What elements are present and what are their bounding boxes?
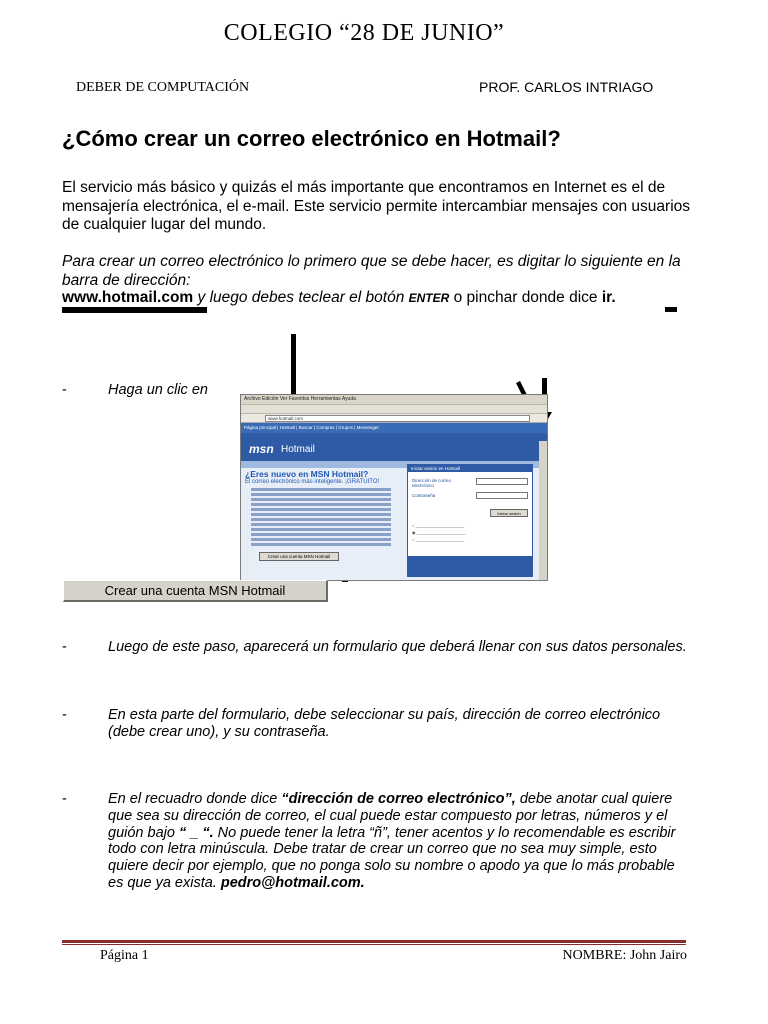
footer-divider: [62, 940, 686, 943]
passport-footer: [408, 556, 532, 576]
school-name: COLEGIO “28 DE JUNIO”: [223, 20, 505, 46]
address-field: www.hotmail.com: [265, 415, 530, 422]
promo-panel: [245, 469, 405, 561]
login-bar: Iniciar sesión en Hotmail: [408, 465, 532, 472]
ir-label: ir.: [601, 289, 616, 306]
browser-toolbar: [241, 404, 547, 414]
promo-subline: El correo electrónico más inteligente. ¡GRATUITO!: [245, 479, 380, 485]
underscore-example: “ _ “.: [178, 824, 214, 841]
login-panel: Iniciar sesión en Hotmail Dirección de correo electrónico Contraseña Iniciar sesión ○ ______________________ ◉ ______________________ ○ ______________________: [407, 464, 533, 577]
page-number: Página 1: [100, 948, 149, 963]
url-mid-text: y luego debes teclear el botón: [193, 289, 409, 306]
url-after-enter: o pinchar donde dice: [449, 289, 602, 306]
promo-headline: ¿Eres nuevo en MSN Hotmail?: [245, 469, 369, 479]
bullet-dash: -: [62, 382, 67, 398]
ir-underline: [665, 307, 677, 312]
password-label: Contraseña: [412, 493, 436, 498]
msn-logo: msn: [249, 442, 274, 456]
email-field-name: “dirección de correo electrónico”,: [281, 791, 516, 807]
instruction-paragraph: Para crear un correo electrónico lo primero que se debe hacer, es digitar lo siguiente en la barra de dirección:: [62, 253, 681, 289]
signin-button: Iniciar sesión: [490, 509, 528, 517]
url-underline: [62, 307, 207, 313]
page-title: ¿Cómo crear un correo electrónico en Hotmail?: [62, 126, 561, 151]
step-form: Luego de este paso, aparecerá un formulario que deberá llenar con sus datos personales.: [108, 639, 687, 655]
url-line: [62, 289, 702, 308]
inner-create-account-button: Crear una cuenta MSN Hotmail: [259, 552, 339, 561]
bullet-dash: -: [62, 791, 67, 807]
email-label: Dirección de correo electrónico: [412, 478, 452, 488]
click-instruction: Haga un clic en: [108, 382, 208, 398]
screenshot-scrollbar: [539, 441, 547, 581]
browser-menubar: Archivo Edición Ver Favoritos Herramientas Ayuda: [241, 395, 547, 404]
bullet-dash: -: [62, 707, 67, 723]
teacher-label: PROF. CARLOS INTRIAGO: [479, 79, 654, 95]
enter-key-label: ENTER: [408, 291, 450, 305]
hotmail-screenshot: [240, 394, 548, 581]
msn-banner: [241, 433, 547, 461]
step-country: En esta parte del formulario, debe seleccionar su país, dirección de correo electrónico (debe crear uno), y su contraseña.: [108, 707, 661, 740]
student-name: NOMBRE: John Jairo: [562, 948, 687, 963]
footer-divider-thin: [62, 944, 686, 945]
msn-nav: Página principal | Hotmail | Buscar | Compras | Grupos | Messenger: [241, 423, 547, 433]
create-account-button[interactable]: Crear una cuenta MSN Hotmail: [63, 580, 328, 602]
subject-label: DEBER DE COMPUTACIÓN: [76, 80, 250, 95]
email-example: pedro@hotmail.com.: [220, 874, 365, 891]
hotmail-logo: Hotmail: [281, 444, 315, 455]
bullet-dash: -: [62, 639, 67, 655]
browser-address-bar: [241, 414, 547, 423]
intro-paragraph: El servicio más básico y quizás el más importante que encontramos en Internet es el de mensajería electrónica, el e-mail. Este servicio permite intercambiar mensajes con usuarios de cualquier lugar del mundo.: [62, 179, 691, 233]
password-field: [476, 492, 528, 499]
hotmail-url: www.hotmail.com: [62, 289, 194, 306]
email-field: [476, 478, 528, 485]
step-email: En el recuadro donde dice “dirección de correo electrónico”, debe anotar cual quiere que sea su dirección de correo, el cual puede estar compuesto por letras, números y el guión bajo “ _ “. No puede tener la letra “ñ”, tener acentos y lo recomendable es escribir todo con letra minúscula. Debe tratar de crear un correo que no sea muy simple, esto quiere decir por ejemplo, que no ponga solo su nombre o apodo ya que lo más probable es que ya exista. pedro@hotmail.com.: [108, 791, 676, 891]
